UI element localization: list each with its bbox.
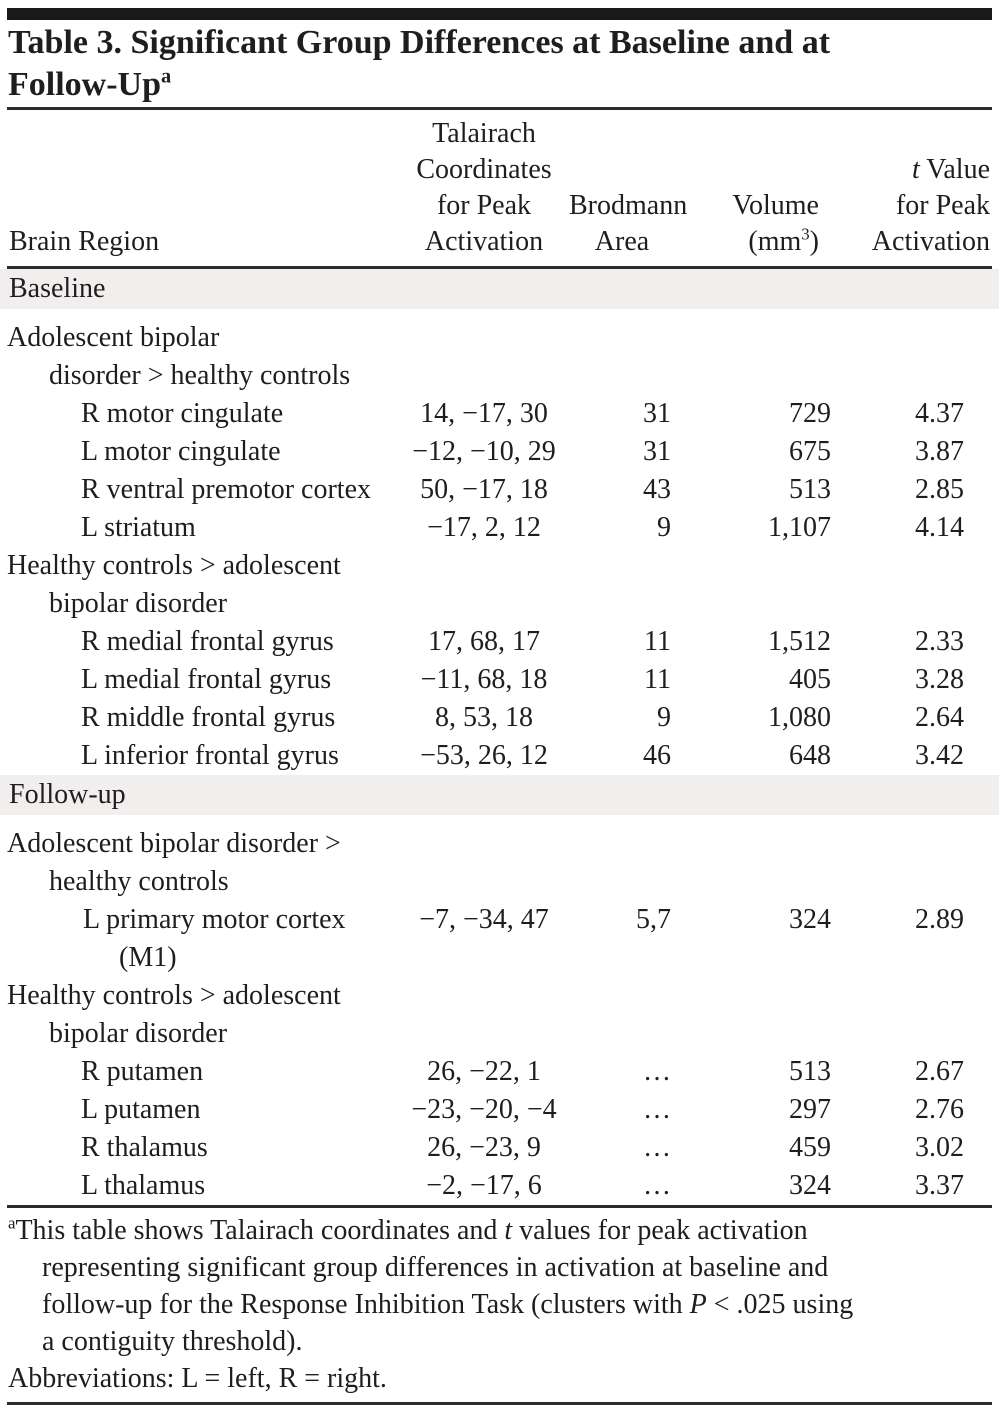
section-header-baseline: Baseline <box>0 269 999 309</box>
volume-unit-post: ) <box>809 226 819 257</box>
cell-brodmann: 46 <box>643 740 671 771</box>
table-row <box>7 433 992 471</box>
cell-brain-region: R middle frontal gyrus <box>81 702 336 733</box>
section-header-follow-up: Follow-up <box>0 775 999 815</box>
cell-brain-region: R ventral premotor cortex <box>81 474 372 505</box>
cell-brodmann: 9 <box>657 702 671 733</box>
cell-coordinates: −7, −34, 47 <box>419 904 549 935</box>
cell-brain-region: L inferior frontal gyrus <box>81 740 339 771</box>
cell-volume: 513 <box>789 1056 831 1087</box>
t-value-header-line2: for Peak <box>895 190 990 221</box>
top-rule <box>7 8 992 20</box>
group-heading-line2: bipolar disorder <box>49 1018 228 1049</box>
footnote-line2: representing significant group differences in activation at baseline and <box>42 1252 829 1283</box>
cell-coordinates: 8, 53, 18 <box>435 702 533 733</box>
cell-brain-region: L medial frontal gyrus <box>81 664 332 695</box>
cell-brodmann: … <box>643 1132 671 1163</box>
cell-brodmann: 5,7 <box>636 904 671 935</box>
region-line2: (M1) <box>119 942 177 973</box>
table-title-line2: Follow-Up <box>8 66 161 103</box>
brodmann-header-line2: Area <box>594 226 650 257</box>
table-footnotes <box>7 1208 992 1402</box>
table-row <box>7 1129 992 1167</box>
group-heading-line1: Adolescent bipolar disorder > <box>7 828 341 859</box>
table-title <box>8 22 992 106</box>
cell-brodmann: 11 <box>644 626 671 657</box>
col-header-brodmann-area <box>569 188 688 260</box>
cell-t-value: 3.02 <box>915 1132 964 1163</box>
t-value-rest: Value <box>919 154 990 185</box>
cell-t-value: 2.64 <box>915 702 964 733</box>
cell-volume: 1,107 <box>768 512 831 543</box>
group-heading-abd-gt-hc-baseline <box>7 319 992 395</box>
table-figure <box>0 8 999 1405</box>
col-header-brain-region: Brain Region <box>9 226 160 257</box>
cell-t-value: 3.42 <box>915 740 964 771</box>
volume-unit-pre: (mm <box>748 226 802 257</box>
group-heading-line1: Adolescent bipolar <box>7 322 220 353</box>
volume-header-unit <box>675 224 819 260</box>
cell-brodmann: … <box>643 1094 671 1125</box>
cell-coordinates: −12, −10, 29 <box>412 436 556 467</box>
cell-t-value: 2.89 <box>915 904 964 935</box>
group-heading-line2: healthy controls <box>49 866 229 897</box>
cell-brodmann: 9 <box>657 512 671 543</box>
cell-t-value: 2.76 <box>915 1094 964 1125</box>
footnote-text: This table shows Talairach coordinates and <box>15 1215 505 1246</box>
t-value-header-line1 <box>835 152 990 188</box>
brodmann-header-line1: Brodmann <box>569 190 688 221</box>
column-header-row <box>7 110 992 266</box>
cell-coordinates: 26, −23, 9 <box>427 1132 541 1163</box>
cell-coordinates: −2, −17, 6 <box>426 1170 542 1201</box>
region-line1: L primary motor cortex <box>83 904 346 935</box>
cell-volume: 675 <box>789 436 831 467</box>
cell-t-value: 2.67 <box>915 1056 964 1087</box>
footnote-text: values for peak activation <box>512 1215 808 1246</box>
table-row <box>7 661 992 699</box>
cell-t-value: 2.85 <box>915 474 964 505</box>
spacer <box>7 815 992 825</box>
table-row <box>7 737 992 775</box>
cell-volume: 648 <box>789 740 831 771</box>
footnote-italic-p: P <box>689 1289 707 1320</box>
cell-brain-region: R thalamus <box>81 1132 208 1163</box>
cell-t-value: 4.37 <box>915 398 964 429</box>
cell-brain-region: L thalamus <box>81 1170 206 1201</box>
table-row <box>7 1091 992 1129</box>
cell-brain-region <box>7 901 399 977</box>
talairach-header-line3: for Peak <box>436 190 532 221</box>
footnote-italic-t: t <box>504 1215 513 1246</box>
cell-brain-region: R medial frontal gyrus <box>81 626 334 657</box>
table-row <box>7 1053 992 1091</box>
cell-t-value: 3.37 <box>915 1170 964 1201</box>
group-heading-line2: disorder > healthy controls <box>49 360 351 391</box>
cell-brain-region: L putamen <box>81 1094 201 1125</box>
group-heading-line1: Healthy controls > adolescent <box>7 550 341 581</box>
cell-volume: 729 <box>789 398 831 429</box>
cell-coordinates: 26, −22, 1 <box>427 1056 541 1087</box>
col-header-talairach-coordinates <box>399 116 569 260</box>
cell-volume: 405 <box>789 664 831 695</box>
title-footnote-marker: a <box>161 65 172 88</box>
cell-brodmann: 31 <box>643 398 671 429</box>
cell-coordinates: 17, 68, 17 <box>428 626 540 657</box>
talairach-header-line1: Talairach <box>432 118 536 149</box>
talairach-header-line4: Activation <box>424 226 544 257</box>
footnote-line1 <box>8 1212 992 1249</box>
cell-volume: 513 <box>789 474 831 505</box>
table-title-line1: Table 3. Significant Group Differences at Baseline and at <box>8 24 831 61</box>
t-value-header-line3: Activation <box>871 226 990 257</box>
cell-brodmann: … <box>643 1056 671 1087</box>
cell-volume: 459 <box>789 1132 831 1163</box>
table-row <box>7 623 992 661</box>
cell-volume: 324 <box>789 1170 831 1201</box>
cell-brodmann: 43 <box>643 474 671 505</box>
table <box>7 110 992 1205</box>
cell-t-value: 4.14 <box>915 512 964 543</box>
cell-t-value: 3.28 <box>915 664 964 695</box>
group-heading-line2: bipolar disorder <box>49 588 228 619</box>
cell-volume: 324 <box>789 904 831 935</box>
col-header-volume <box>675 188 835 260</box>
cell-coordinates: 50, −17, 18 <box>420 474 548 505</box>
cell-t-value: 2.33 <box>915 626 964 657</box>
t-value-italic: t <box>911 154 920 185</box>
cell-coordinates: −11, 68, 18 <box>420 664 548 695</box>
footnote-marker: a <box>8 1213 16 1233</box>
cell-brodmann: 31 <box>643 436 671 467</box>
table-row <box>7 699 992 737</box>
cell-volume: 1,080 <box>768 702 831 733</box>
talairach-header-line2: Coordinates <box>416 154 552 185</box>
footnote-line3 <box>8 1286 992 1323</box>
volume-unit-sup: 3 <box>801 224 810 244</box>
cell-brain-region: R putamen <box>81 1056 204 1087</box>
table-row <box>7 509 992 547</box>
cell-brodmann: 11 <box>644 664 671 695</box>
footnote-text: < .025 using <box>706 1289 854 1320</box>
cell-coordinates: −17, 2, 12 <box>427 512 541 543</box>
spacer <box>7 309 992 319</box>
footnote-line4: a contiguity threshold). <box>42 1326 303 1357</box>
table-row <box>7 471 992 509</box>
col-header-t-value <box>835 152 992 260</box>
group-heading-hc-gt-abd-baseline <box>7 547 992 623</box>
abbreviations-line: Abbreviations: L = left, R = right. <box>8 1363 387 1394</box>
cell-brain-region: R motor cingulate <box>81 398 284 429</box>
group-heading-line1: Healthy controls > adolescent <box>7 980 341 1011</box>
table-row <box>7 1167 992 1205</box>
cell-coordinates: 14, −17, 30 <box>420 398 548 429</box>
cell-brain-region: L motor cingulate <box>81 436 281 467</box>
cell-brain-region: L striatum <box>81 512 196 543</box>
table-row <box>7 395 992 433</box>
volume-header-line1: Volume <box>732 190 819 221</box>
footnote-text: follow-up for the Response Inhibition Task (clusters with <box>42 1289 690 1320</box>
cell-t-value: 3.87 <box>915 436 964 467</box>
cell-coordinates: −53, 26, 12 <box>420 740 548 771</box>
cell-volume: 1,512 <box>768 626 831 657</box>
table-row <box>7 901 992 977</box>
cell-coordinates: −23, −20, −4 <box>411 1094 557 1125</box>
group-heading-hc-gt-abd-followup <box>7 977 992 1053</box>
cell-volume: 297 <box>789 1094 831 1125</box>
group-heading-abd-gt-hc-followup <box>7 825 992 901</box>
cell-brodmann: … <box>643 1170 671 1201</box>
